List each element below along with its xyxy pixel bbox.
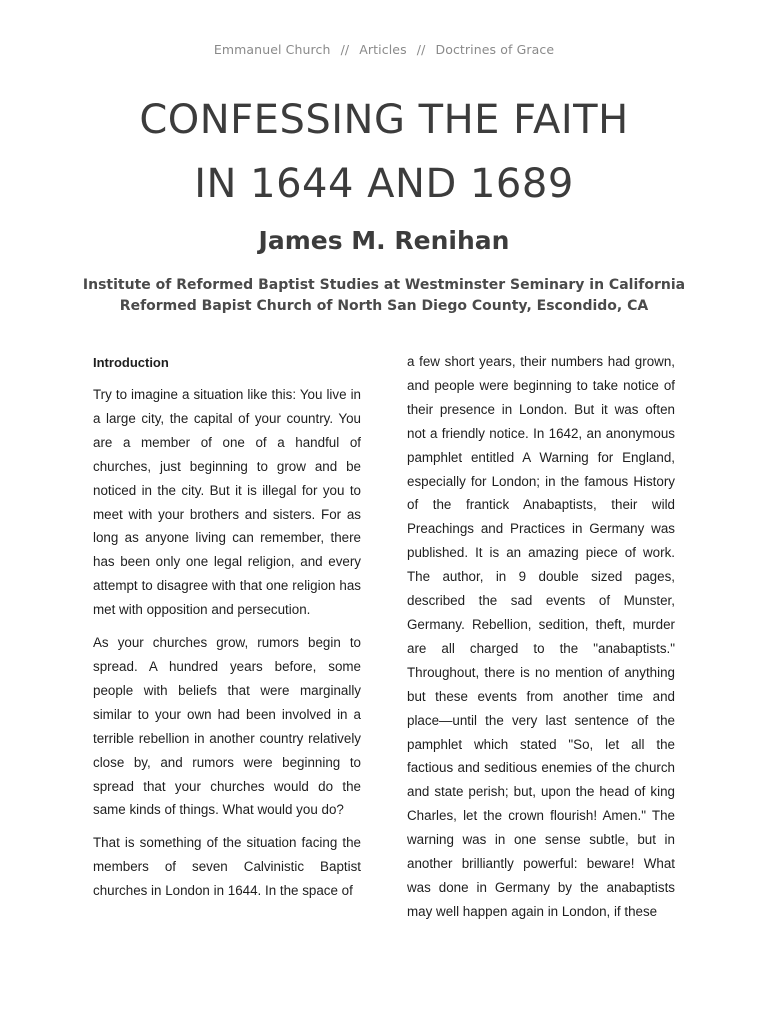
breadcrumb (0, 42, 768, 57)
author-name: James M. Renihan (258, 226, 510, 255)
affiliation-institute: Institute of Reformed Baptist Studies at Westminster Seminary in California (82, 277, 686, 293)
page-title (0, 88, 768, 216)
section-heading-introduction: Introduction (93, 355, 169, 370)
paragraph: Try to imagine a situation like this: You live in a large city, the capital of your country. You are a member of one of a handful of churches, just beginning to grow and be noticed in the city. But it is illegal for you to meet with your brothers and sisters. For as long as anyone living can remember, there has been only one legal religion, and every attempt to disagree with that one religion has met with opposition and persecution. (93, 387, 361, 618)
breadcrumb-link-articles[interactable]: Articles (359, 42, 407, 57)
breadcrumb-link-emmanuel-church[interactable]: Emmanuel Church (213, 42, 331, 57)
paragraph: As your churches grow, rumors begin to spread. A hundred years before, some people with beliefs that were marginally similar to your own had been involved in a terrible rebellion in another country relatively close by, and rumors were beginning to spread that your churches would do the same kinds of things. What would you do? (93, 635, 361, 818)
article-column-left (93, 352, 361, 912)
article-column-right (407, 350, 675, 933)
breadcrumb-separator: // (340, 42, 350, 57)
breadcrumb-separator: // (416, 42, 426, 57)
paragraph: That is something of the situation facing the members of seven Calvinistic Baptist churches in London in 1644. In the space of (93, 835, 361, 899)
page-title-line-1: CONFESSING THE FAITH (139, 97, 629, 143)
breadcrumb-link-doctrines-of-grace[interactable]: Doctrines of Grace (435, 42, 555, 57)
page-title-line-2: IN 1644 AND 1689 (194, 161, 574, 207)
affiliation-church: Reformed Bapist Church of North San Diego County, Escondido, CA (119, 298, 649, 314)
affiliations (0, 275, 768, 317)
paragraph: a few short years, their numbers had grown, and people were beginning to take notice of their presence in London. But it was often not a friendly notice. In 1642, an anonymous pamphlet entitled A Warning for England, especially for London; in the famous History of the frantick Anabaptists, their wild Preachings and Practices in Germany was published. It is an amazing piece of work. The author, in 9 double sized pages, described the sad events of Munster, Germany. Rebellion, sedition, theft, murder are all charged to the "anabaptists." Throughout, there is no mention of anything but these events from another time and place—until the very last sentence of the pamphlet which stated "So, let all the factious and seditious enemies of the church and state perish; but, upon the head of king Charles, let the crown flourish! Amen." The warning was in one sense subtle, but in another brilliantly powerful: beware! What was done in Germany by the anabaptists may well happen again in London, if these (407, 354, 675, 919)
